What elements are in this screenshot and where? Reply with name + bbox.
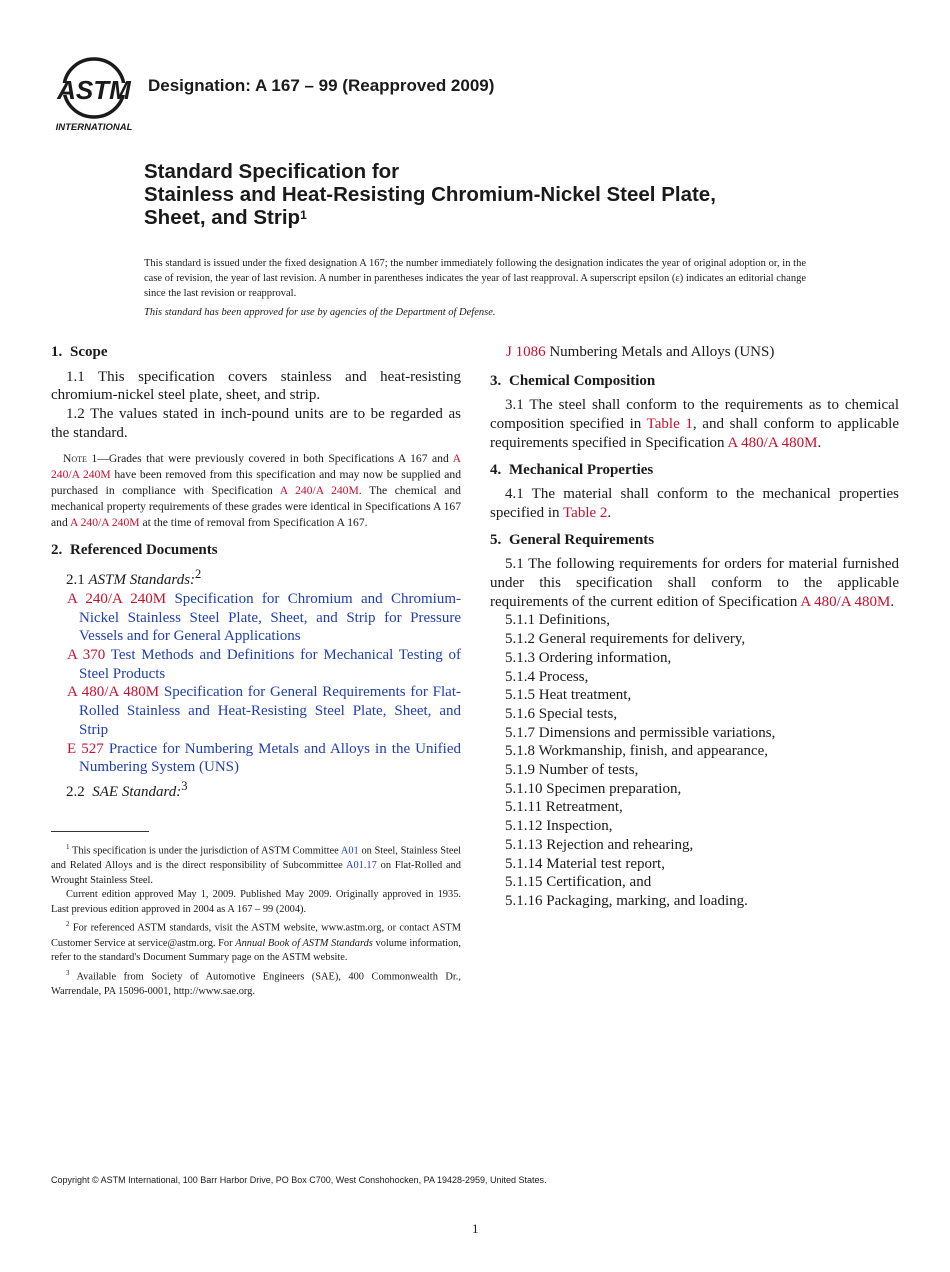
link-a480-general[interactable]: A 480/A 480M [800,593,891,610]
footnote-divider [51,831,149,832]
list-item: 5.1.11 Retreatment, [505,799,623,816]
link-a480[interactable]: A 480/A 480M [727,434,818,451]
mechanical-4-1: 4.1 The material shall conform to the mechanical properties specified in Table 2. [490,486,899,521]
list-item: 5.1.3 Ordering information, [505,649,672,666]
general-requirements-list [490,611,899,910]
left-column [51,343,461,802]
note-link-a240[interactable]: A 240/A 240M [51,451,462,481]
section-heading-scope: 1. Scope [51,344,108,360]
list-item: 5.1.10 Specimen preparation, [505,780,682,797]
reference-list [51,590,461,777]
scope-1-1: 1.1 This specification covers stainless and heat-resisting chromium-nickel steel plate, sheet, and strip. [51,368,461,404]
title-line-2: Stainless and Heat-Resisting Chromium-Nickel Steel Plate, [144,183,716,206]
title-line-3: Sheet, and Strip$^1$ [144,206,307,229]
link-table-1[interactable]: Table 1 [646,416,693,433]
dod-approval: This standard has been approved for use by agencies of the Department of Defense. [144,307,496,318]
list-item: 5.1.7 Dimensions and permissible variations, [505,724,776,741]
note-link-a240-2[interactable]: A 240/A 240M [279,483,359,497]
section-heading-mechanical: 4. Mechanical Properties [490,461,654,478]
section-heading-referenced: 2. Referenced Documents [51,541,218,558]
link-table-2[interactable]: Table 2 [563,504,608,521]
list-item: 5.1.5 Heat treatment, [505,687,632,704]
list-item: 5.1.13 Rejection and rehearing, [505,836,694,853]
list-item: 5.1.4 Process, [505,668,589,685]
document-title [144,160,884,229]
note-link-a240-3[interactable]: A 240/A 240M [70,515,140,529]
footnote-2: $^2$ For referenced ASTM standards, visit the ASTM website, www.astm.org, or contact ASTM Customer Service at service@astm.org. For Annual Book of ASTM Standards volume information, refer to the standard's Document Summary page on the ASTM website. [51,920,461,964]
scope-1-2: 1.2 The values stated in inch-pound units are to be regarded as the standard. [51,406,461,441]
list-item: 5.1.16 Packaging, marking, and loading. [505,892,748,909]
right-column [490,343,899,911]
svg-text:INTERNATIONAL: INTERNATIONAL [55,122,133,133]
footnote-3: $^3$ Available from Society of Automotive Engineers (SAE), 400 Commonwealth Dr., Warrendale, PA 15096-0001, http://www.sae.org. [51,968,461,997]
svg-text:ASTM: ASTM [57,75,131,105]
list-item: 5.1.6 Special tests, [505,705,618,722]
list-item: 5.1.12 Inspection, [505,818,613,835]
general-5-1: 5.1 The following requirements for orders for material furnished under this specification shall conform to the applicable requirements of the current edition of Specification A 480/A 480M. [490,556,899,610]
reference-item[interactable]: A 240/A 240M Specification for Chromium and Chromium-Nickel Stainless Steel Plate, Sheet, and Strip for Pressure Vessels and for General Applications [67,590,461,645]
astm-standards-label: 2.1 ASTM Standards:$^2$ [66,567,202,589]
section-heading-general: 5. General Requirements [490,531,655,548]
footnote-1: $^1$ This specification is under the jurisdiction of ASTM Committee A01 on Steel, Stainless Steel and Related Alloys and is the direct responsibility of Subcommittee A01.17 on Flat-Rolled and Wrought Stainless Steel. [51,843,461,886]
footnotes [51,840,461,999]
reference-item[interactable]: A 480/A 480M Specification for General Requirements for Flat-Rolled Stainless and Heat-Resisting Steel Plate, Sheet, and Strip [67,684,461,738]
intro-paragraph: This standard is issued under the fixed designation A 167; the number immediately following the designation indicates the year of original adoption or, in the case of revision, the year of last revision. A number in parentheses indicates the year of last reapproval. A superscript epsilon (ε) indicates an editorial change since the last revision or reapproval. [144,258,806,299]
list-item: 5.1.2 General requirements for delivery, [505,631,746,648]
astm-logo-icon [52,55,136,135]
reference-item[interactable]: E 527 Practice for Numbering Metals and Alloys in the Unified Numbering System (UNS) [67,740,462,776]
page-number: 1 [472,1221,479,1236]
list-item: 5.1.14 Material test report, [505,855,665,872]
sae-standard-label: 2.2 SAE Standard:$^3$ [66,778,188,800]
list-item: 5.1.9 Number of tests, [505,762,639,779]
list-item: 5.1.8 Workmanship, finish, and appearance, [505,743,769,760]
footnote-1-edition: Current edition approved May 1, 2009. Published May 2009. Originally approved in 1935. Last previous edition approved in 2004 as A 167 – 99 (2004). [51,889,461,915]
list-item: 5.1.15 Certification, and [505,874,652,891]
list-item: 5.1.1 Definitions, [505,612,610,629]
designation: Designation: A 167 – 99 (Reapproved 2009) [148,76,495,95]
title-line-1: Standard Specification for [144,160,400,183]
section-heading-chemical: 3. Chemical Composition [490,372,656,389]
reference-item[interactable]: A 370 Test Methods and Definitions for Mechanical Testing of Steel Products [67,647,461,682]
astm-logo [52,55,136,135]
chemical-3-1: 3.1 The steel shall conform to the requirements as to chemical composition specified in Table 1, and shall conform to applicable requirements specified in Specification A 480/A 480M. [490,397,899,451]
reference-item-sae[interactable]: J 1086 Numbering Metals and Alloys (UNS) [506,344,775,360]
copyright: Copyright © ASTM International, 100 Barr Harbor Drive, PO Box C700, West Conshohocken, PA 19428-2959, United States. [51,1175,547,1185]
link-subcommittee-a0117[interactable]: A01.17 [345,860,377,872]
note-1: Note 1—Grades that were previously covered in both Specifications A 167 and A 240/A 240M have been removed from this specification and may now be supplied and purchased in compliance with Specification A 240/A 240M. The chemical and mechanical property requirements of these grades were identical in Specifications A 167 and A 240/A 240M at the time of removal from Specification A 167. [51,451,462,529]
link-committee-a01[interactable]: A01 [340,845,359,857]
